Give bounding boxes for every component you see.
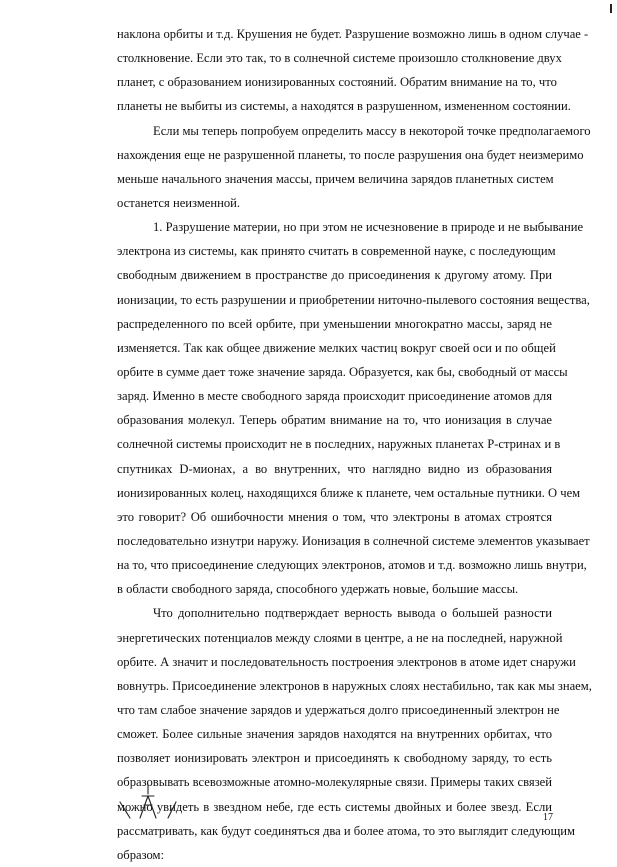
text-line: сможет. Более сильные значения зарядов находятся на внутренних орбитах, что — [117, 727, 552, 742]
text-line: свободным движением в пространстве до присоединения к другому атому. При — [117, 268, 552, 283]
text-line: рассматривать, как будут соединяться два и более атома, то это выглядит следующим — [117, 823, 575, 838]
text-line: наклона орбиты и т.д. Крушения не будет. Разрушение возможно лишь в одном случае - — [117, 27, 589, 41]
text-line: образом: — [117, 847, 165, 862]
text-line: 1. Разрушение материи, но при этом не исчезновение в природе и не выбывание — [153, 220, 584, 235]
text-line: на то, что присоединение следующих электронов, атомов и т.д. возможно лишь внутри, — [117, 558, 587, 573]
text-line: последовательно изнутри наружу. Ионизация в солнечной системе элементов указывает — [117, 533, 590, 548]
text-line: Что дополнительно подтверждает верность вывода о большей разности — [153, 606, 552, 621]
text-line: заряд. Именно в месте свободного заряда происходит присоединение атомов для — [117, 389, 552, 404]
text-line: меньше начального значения массы, причем величина зарядов планетных систем — [117, 171, 554, 186]
text-line: планет, с образованием ионизированных состояний. Обратим внимание на то, что — [117, 75, 557, 90]
atom-sketch-figure — [118, 778, 198, 822]
text-line: ионизации, то есть разрушении и приобретении ниточно-пылевого состояния вещества, — [117, 292, 590, 307]
text-line: образовывать всевозможные атомно-молекулярные связи. Примеры таких связей — [117, 775, 553, 790]
text-line: планеты не выбиты из системы, а находятся в разрушенном, измененном состоянии. — [117, 99, 571, 114]
text-line: энергетических потенциалов между слоями в центре, а не на последней, наружной — [117, 630, 563, 645]
text-line: изменяется. Так как общее движение мелких частиц вокруг своей оси и по общей — [117, 340, 556, 355]
text-line: останется неизменной. — [117, 195, 241, 210]
text-line: нахождения еще не разрушенной планеты, то после разрушения она будет неизмеримо — [117, 147, 584, 162]
scan-corner-mark — [610, 4, 612, 13]
text-line: спутниках D-мионах, а во внутренних, что наглядно видно из образования — [117, 461, 552, 476]
text-line: орбите в сумме дает тоже значение заряда. Образуется, как бы, свободный от массы — [117, 364, 568, 379]
text-line: столкновение. Если это так, то в солнечной системе произошло столкновение двух — [117, 51, 562, 66]
sketch-stroke-left — [120, 802, 130, 818]
text-line: это говорит? Об ошибочности мнения о том, что электроны в атомах строятся — [117, 509, 552, 524]
text-line: образования молекул. Теперь обратим внимание на то, что ионизация в случае — [117, 413, 552, 428]
body-text — [117, 22, 592, 867]
text-line: электрона из системы, как принято считать в современной науке, с последующим — [117, 244, 556, 259]
page-number: 17 — [543, 812, 553, 823]
text-line: в области свободного заряда, способного удержать новые, большие массы. — [117, 582, 519, 597]
text-line: можно увидеть в звездном небе, где есть системы двойных и более звезд. Если — [117, 799, 552, 814]
sketch-stroke-center-right — [148, 796, 156, 818]
text-line: распределенного по всей орбите, при уменьшении многократно массы, заряд не — [117, 316, 552, 331]
text-line: что там слабое значение зарядов и удержаться долго присоединенный электрон не — [117, 702, 560, 717]
sketch-stroke-center-left — [140, 796, 148, 818]
text-line: солнечной системы происходит не в последних, наружных планетах Р-стринах и в — [117, 437, 561, 452]
text-line: ионизированных колец, находящихся ближе к планете, чем остальные путники. О чем — [117, 485, 581, 500]
text-line: позволяет ионизировать электрон и присоединять к свободному заряду, то есть — [117, 751, 552, 766]
sketch-stroke-right — [168, 802, 176, 818]
text-line: Если мы теперь попробуем определить массу в некоторой точке предполагаемого — [153, 123, 591, 138]
text-line: орбите. А значит и последовательность построения электронов в атоме идет снаружи — [117, 654, 576, 669]
text-line: вовнутрь. Присоединение электронов в наружных слоях нестабильно, так как мы знаем, — [117, 678, 592, 693]
